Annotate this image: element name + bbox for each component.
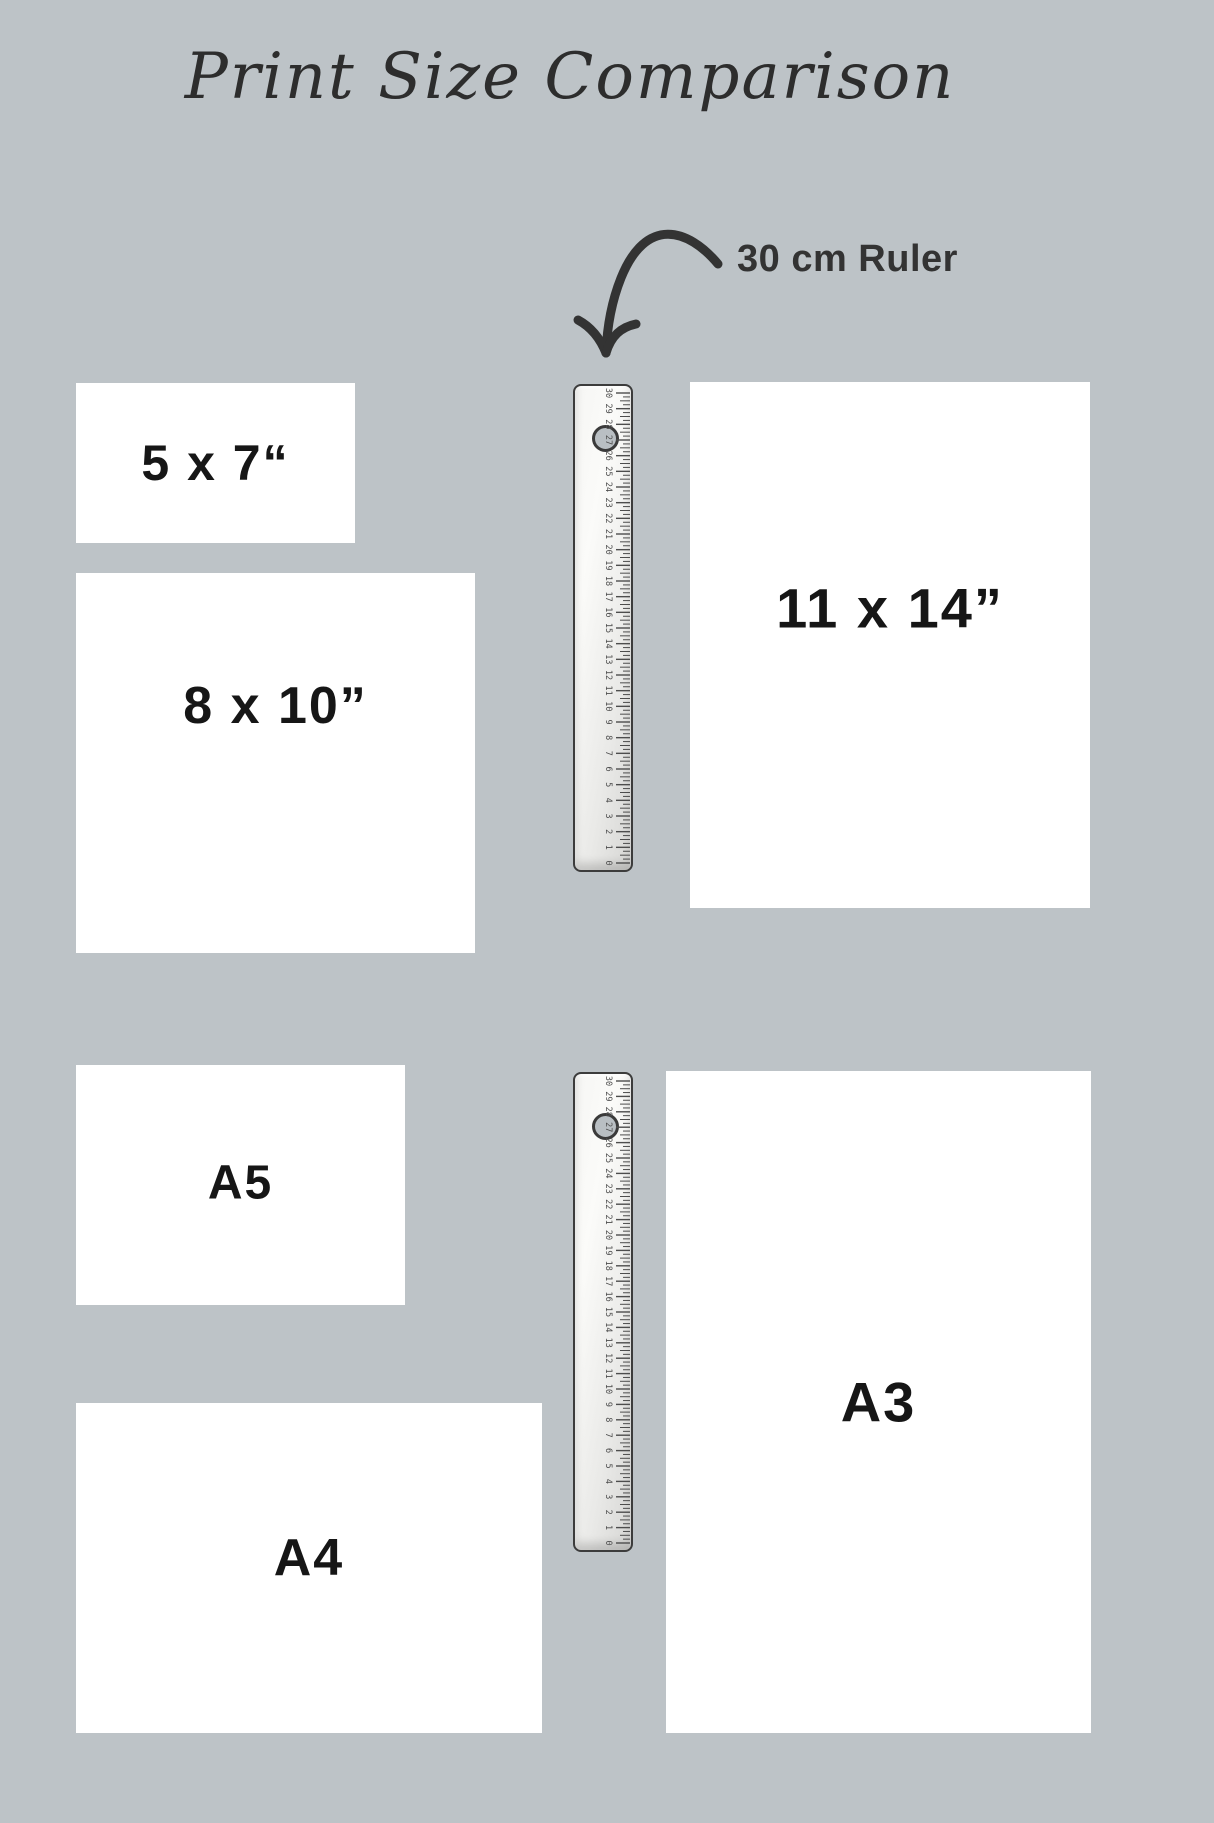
svg-text:5: 5 (603, 782, 613, 788)
svg-text:22: 22 (603, 513, 613, 524)
svg-text:6: 6 (603, 766, 613, 772)
svg-text:2: 2 (603, 1509, 613, 1515)
print-label-a4: A4 (273, 1529, 345, 1588)
svg-text:12: 12 (603, 669, 613, 681)
svg-text:17: 17 (603, 591, 613, 602)
svg-text:28: 28 (603, 1106, 613, 1117)
svg-text:14: 14 (603, 638, 613, 649)
print-a3 (666, 1071, 1091, 1733)
svg-text:15: 15 (603, 622, 613, 634)
svg-text:8: 8 (603, 735, 613, 741)
svg-text:19: 19 (603, 1245, 613, 1256)
svg-text:26: 26 (603, 450, 613, 461)
print-label-a5: A5 (207, 1156, 274, 1210)
print-label-11x14: 11 x 14” (776, 576, 1004, 640)
svg-text:16: 16 (603, 607, 613, 618)
svg-text:11: 11 (603, 1368, 613, 1379)
svg-text:25: 25 (603, 1152, 613, 1164)
ruler-scale (575, 1074, 631, 1550)
svg-text:13: 13 (603, 654, 613, 665)
svg-text:6: 6 (603, 1448, 613, 1454)
svg-text:13: 13 (603, 1337, 613, 1348)
svg-text:25: 25 (603, 466, 613, 477)
print-8x10 (76, 573, 475, 953)
print-a4 (76, 1403, 542, 1733)
svg-text:24: 24 (603, 1168, 613, 1179)
svg-text:27: 27 (603, 434, 613, 446)
svg-text:29: 29 (603, 1091, 613, 1102)
print-a5 (76, 1065, 405, 1305)
print-label-8x10: 8 x 10” (183, 677, 368, 735)
svg-text:30: 30 (603, 387, 613, 399)
svg-text:18: 18 (603, 1260, 613, 1271)
svg-text:21: 21 (603, 528, 613, 540)
svg-text:12: 12 (603, 1353, 613, 1364)
svg-text:0: 0 (603, 860, 613, 866)
svg-text:14: 14 (603, 1322, 613, 1333)
curved-arrow-icon (560, 200, 740, 370)
print-5x7 (76, 383, 355, 543)
svg-text:23: 23 (603, 1183, 613, 1194)
print-11x14 (690, 382, 1090, 908)
svg-text:7: 7 (603, 750, 613, 756)
svg-text:8: 8 (603, 1417, 613, 1423)
svg-text:17: 17 (603, 1276, 613, 1287)
svg-text:0: 0 (603, 1540, 613, 1546)
svg-text:10: 10 (603, 701, 613, 712)
svg-text:23: 23 (603, 497, 613, 508)
svg-text:27: 27 (603, 1122, 613, 1133)
svg-text:20: 20 (603, 1229, 613, 1241)
print-label-5x7: 5 x 7“ (141, 435, 290, 491)
svg-text:7: 7 (603, 1432, 613, 1438)
svg-text:5: 5 (603, 1463, 613, 1469)
ruler-callout-label: 30 cm Ruler (737, 238, 958, 280)
print-label-a3: A3 (840, 1370, 917, 1434)
svg-text:28: 28 (603, 419, 613, 430)
svg-text:10: 10 (603, 1383, 613, 1395)
ruler-top (573, 384, 633, 872)
svg-text:1: 1 (603, 1525, 613, 1531)
svg-text:9: 9 (603, 719, 613, 725)
svg-text:9: 9 (603, 1401, 613, 1407)
svg-text:3: 3 (603, 1494, 613, 1500)
svg-text:11: 11 (603, 685, 613, 696)
ruler-scale (575, 386, 631, 870)
svg-text:20: 20 (603, 544, 613, 555)
svg-text:30: 30 (603, 1075, 613, 1087)
page-title: Print Size Comparison (184, 40, 956, 114)
svg-text:18: 18 (603, 575, 613, 587)
svg-text:24: 24 (603, 481, 613, 493)
svg-text:21: 21 (603, 1214, 613, 1225)
svg-text:4: 4 (603, 1478, 613, 1484)
svg-text:29: 29 (603, 403, 613, 414)
svg-text:15: 15 (603, 1306, 613, 1318)
ruler-bottom (573, 1072, 633, 1552)
svg-text:2: 2 (603, 829, 613, 835)
svg-text:4: 4 (603, 797, 613, 803)
svg-text:3: 3 (603, 813, 613, 819)
svg-text:1: 1 (603, 844, 613, 850)
svg-text:22: 22 (603, 1199, 613, 1210)
svg-text:16: 16 (603, 1291, 613, 1302)
svg-text:19: 19 (603, 560, 613, 571)
svg-text:26: 26 (603, 1137, 613, 1148)
